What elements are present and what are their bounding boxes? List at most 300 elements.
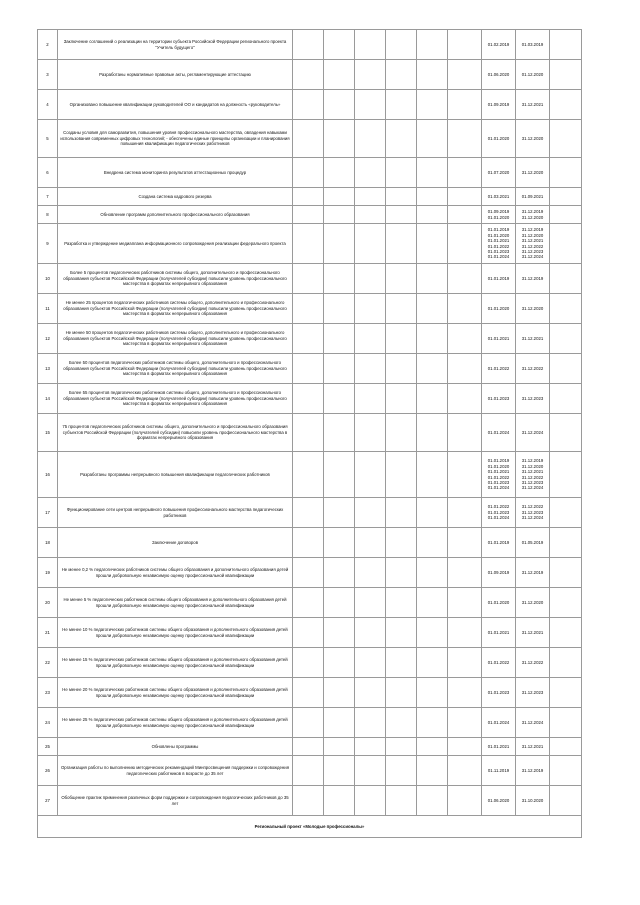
table-row <box>38 354 582 384</box>
table-row <box>38 756 582 786</box>
end-date-cell: 31.12.2020 <box>516 588 550 618</box>
empty-cell <box>417 558 448 588</box>
start-date-cell: 01.02.2019 <box>482 30 516 60</box>
row-number-cell: 17 <box>38 498 58 528</box>
start-date-cell: 01.01.2021 <box>482 618 516 648</box>
row-number-cell: 2 <box>38 30 58 60</box>
end-date-cell: 31.12.2023 <box>516 678 550 708</box>
empty-cell <box>550 738 582 756</box>
empty-cell <box>550 528 582 558</box>
start-date-cell: 01.01.2020 <box>482 120 516 158</box>
empty-cell <box>293 528 324 558</box>
start-date-cell: 01.01.2022 01.01.2023 01.01.2024 <box>482 498 516 528</box>
start-date-cell: 01.01.2020 <box>482 294 516 324</box>
start-date-cell: 01.01.2021 <box>482 738 516 756</box>
empty-cell <box>293 120 324 158</box>
empty-cell <box>448 324 482 354</box>
end-date-cell: 31.12.2019 <box>516 558 550 588</box>
empty-cell <box>324 558 355 588</box>
row-number-cell: 26 <box>38 756 58 786</box>
empty-cell <box>550 264 582 294</box>
end-date-cell: 31.12.2022 <box>516 648 550 678</box>
empty-cell <box>324 354 355 384</box>
empty-cell <box>448 528 482 558</box>
project-schedule-table <box>37 29 582 838</box>
empty-cell <box>448 90 482 120</box>
row-number-cell: 15 <box>38 414 58 452</box>
empty-cell <box>417 528 448 558</box>
table-row <box>38 528 582 558</box>
row-description-cell: Разработка и утверждение медиаплана информационного сопровождения реализации федерального проекта <box>58 224 293 264</box>
row-description-cell: Не менее 50 процентов педагогических работников системы общего, дополнительного и профессионального образования субъектов Российской Федерации (получателей субсидии) повысили уровень профессионального мастерства в форматах непрерывного образования <box>58 324 293 354</box>
row-number-cell: 10 <box>38 264 58 294</box>
start-date-cell: 01.01.2023 <box>482 384 516 414</box>
empty-cell <box>448 588 482 618</box>
empty-cell <box>417 30 448 60</box>
row-number-cell: 24 <box>38 708 58 738</box>
empty-cell <box>355 678 386 708</box>
empty-cell <box>550 224 582 264</box>
table-body <box>38 30 582 838</box>
empty-cell <box>550 30 582 60</box>
row-description-cell: Заключение договоров <box>58 528 293 558</box>
empty-cell <box>324 206 355 224</box>
empty-cell <box>448 648 482 678</box>
empty-cell <box>386 324 417 354</box>
empty-cell <box>550 618 582 648</box>
empty-cell <box>448 414 482 452</box>
end-date-cell: 01.12.2020 <box>516 60 550 90</box>
table-row <box>38 90 582 120</box>
end-date-cell: 31.12.2019 31.12.2020 31.12.2021 31.12.2022 31.12.2023 31.12.2024 <box>516 224 550 264</box>
empty-cell <box>448 206 482 224</box>
empty-cell <box>293 188 324 206</box>
empty-cell <box>386 756 417 786</box>
row-description-cell: Не менее 25 процентов педагогических работников системы общего, дополнительного и профессионального образования субъектов Российской Федерации (получателей субсидии) повысили уровень профессионального мастерства в форматах непрерывного образования <box>58 294 293 324</box>
empty-cell <box>293 264 324 294</box>
empty-cell <box>417 90 448 120</box>
end-date-cell: 01.05.2019 <box>516 528 550 558</box>
empty-cell <box>448 678 482 708</box>
empty-cell <box>417 354 448 384</box>
row-description-cell: Разработаны нормативные правовые акты, регламентирующие аттестацию <box>58 60 293 90</box>
table-row <box>38 60 582 90</box>
empty-cell <box>355 354 386 384</box>
empty-cell <box>324 158 355 188</box>
end-date-cell: 31.12.2019 <box>516 756 550 786</box>
row-description-cell: Не менее 20 % педагогических работников системы общего образования и дополнительного образования детей прошли добровольную независимую оценку профессиональной квалификации <box>58 678 293 708</box>
empty-cell <box>324 294 355 324</box>
empty-cell <box>355 224 386 264</box>
empty-cell <box>550 384 582 414</box>
row-description-cell: Организовано повышение квалификации руководителей ОО и кандидатов на должность «руководитель» <box>58 90 293 120</box>
end-date-cell: 01.03.2019 <box>516 30 550 60</box>
empty-cell <box>355 708 386 738</box>
empty-cell <box>448 30 482 60</box>
empty-cell <box>293 618 324 648</box>
end-date-cell: 31.12.2021 <box>516 324 550 354</box>
row-description-cell: Разработаны программы непрерывного повышения квалификации педагогических работников <box>58 452 293 498</box>
empty-cell <box>324 786 355 816</box>
empty-cell <box>355 414 386 452</box>
empty-cell <box>448 158 482 188</box>
table-row <box>38 120 582 158</box>
empty-cell <box>386 618 417 648</box>
empty-cell <box>448 120 482 158</box>
empty-cell <box>417 738 448 756</box>
start-date-cell: 01.01.2022 <box>482 354 516 384</box>
empty-cell <box>355 528 386 558</box>
empty-cell <box>550 708 582 738</box>
empty-cell <box>324 648 355 678</box>
empty-cell <box>417 60 448 90</box>
table-row <box>38 414 582 452</box>
empty-cell <box>386 786 417 816</box>
empty-cell <box>293 206 324 224</box>
empty-cell <box>386 738 417 756</box>
start-date-cell: 01.03.2021 <box>482 188 516 206</box>
empty-cell <box>293 30 324 60</box>
empty-cell <box>417 206 448 224</box>
row-number-cell: 7 <box>38 188 58 206</box>
empty-cell <box>355 206 386 224</box>
empty-cell <box>417 384 448 414</box>
empty-cell <box>417 498 448 528</box>
empty-cell <box>355 558 386 588</box>
table-row <box>38 324 582 354</box>
empty-cell <box>448 786 482 816</box>
start-date-cell: 01.09.2019 <box>482 558 516 588</box>
empty-cell <box>293 588 324 618</box>
section-title-row <box>38 816 582 838</box>
table-row <box>38 558 582 588</box>
row-number-cell: 23 <box>38 678 58 708</box>
row-number-cell: 13 <box>38 354 58 384</box>
empty-cell <box>293 90 324 120</box>
table-row <box>38 618 582 648</box>
end-date-cell: 31.12.2019 31.12.2020 <box>516 206 550 224</box>
empty-cell <box>355 90 386 120</box>
table-row <box>38 30 582 60</box>
table-row <box>38 786 582 816</box>
empty-cell <box>550 678 582 708</box>
end-date-cell: 31.12.2021 <box>516 90 550 120</box>
empty-cell <box>293 558 324 588</box>
empty-cell <box>417 120 448 158</box>
row-description-cell: 75 процентов педагогических работников системы общего, дополнительного и профессионального образования субъектов Российской Федерации (получателей субсидии) повысили уровень профессионального мастерства в форматах непрерывного образования <box>58 414 293 452</box>
start-date-cell: 01.01.2024 <box>482 414 516 452</box>
empty-cell <box>355 588 386 618</box>
empty-cell <box>355 120 386 158</box>
row-description-cell: Обновление программ дополнительного профессионального образования <box>58 206 293 224</box>
empty-cell <box>417 708 448 738</box>
empty-cell <box>355 498 386 528</box>
empty-cell <box>386 294 417 324</box>
empty-cell <box>293 756 324 786</box>
row-description-cell: Более 5 процентов педагогических работников системы общего, дополнительного и профессионального образования субъектов Российской Федерации (получателей субсидии) повысили уровень профессионального мастерства в форматах непрерывного образования <box>58 264 293 294</box>
empty-cell <box>386 264 417 294</box>
table-row <box>38 224 582 264</box>
empty-cell <box>550 588 582 618</box>
empty-cell <box>355 738 386 756</box>
empty-cell <box>355 264 386 294</box>
empty-cell <box>448 452 482 498</box>
empty-cell <box>550 558 582 588</box>
table-row <box>38 188 582 206</box>
start-date-cell: 01.06.2020 <box>482 786 516 816</box>
empty-cell <box>293 452 324 498</box>
empty-cell <box>355 324 386 354</box>
empty-cell <box>355 60 386 90</box>
empty-cell <box>355 452 386 498</box>
row-number-cell: 20 <box>38 588 58 618</box>
end-date-cell: 31.12.2020 <box>516 294 550 324</box>
empty-cell <box>550 648 582 678</box>
empty-cell <box>293 498 324 528</box>
empty-cell <box>550 786 582 816</box>
empty-cell <box>324 224 355 264</box>
empty-cell <box>417 264 448 294</box>
empty-cell <box>386 558 417 588</box>
start-date-cell: 01.09.2019 01.01.2020 <box>482 206 516 224</box>
empty-cell <box>550 354 582 384</box>
table-row <box>38 452 582 498</box>
table-row <box>38 738 582 756</box>
empty-cell <box>355 618 386 648</box>
end-date-cell: 31.12.2023 <box>516 384 550 414</box>
empty-cell <box>448 224 482 264</box>
empty-cell <box>293 354 324 384</box>
row-number-cell: 19 <box>38 558 58 588</box>
empty-cell <box>293 158 324 188</box>
empty-cell <box>550 756 582 786</box>
empty-cell <box>550 206 582 224</box>
row-description-cell: Не менее 10 % педагогических работников системы общего образования и дополнительного образования детей прошли добровольную независимую оценку профессиональной квалификации <box>58 618 293 648</box>
row-number-cell: 14 <box>38 384 58 414</box>
empty-cell <box>448 498 482 528</box>
table-row <box>38 264 582 294</box>
row-number-cell: 21 <box>38 618 58 648</box>
empty-cell <box>448 294 482 324</box>
empty-cell <box>293 648 324 678</box>
table-row <box>38 648 582 678</box>
empty-cell <box>550 414 582 452</box>
empty-cell <box>417 324 448 354</box>
empty-cell <box>448 738 482 756</box>
empty-cell <box>386 708 417 738</box>
end-date-cell: 31.12.2022 <box>516 354 550 384</box>
empty-cell <box>293 708 324 738</box>
empty-cell <box>386 224 417 264</box>
empty-cell <box>324 120 355 158</box>
empty-cell <box>355 648 386 678</box>
row-description-cell: Обобщение практик применения различных форм поддержки и сопровождения педагогических работников до 35 лет <box>58 786 293 816</box>
empty-cell <box>550 498 582 528</box>
empty-cell <box>324 498 355 528</box>
empty-cell <box>417 188 448 206</box>
table-row <box>38 708 582 738</box>
empty-cell <box>386 414 417 452</box>
empty-cell <box>386 528 417 558</box>
empty-cell <box>448 188 482 206</box>
empty-cell <box>550 158 582 188</box>
start-date-cell: 01.01.2023 <box>482 678 516 708</box>
empty-cell <box>293 294 324 324</box>
start-date-cell: 01.01.2024 <box>482 708 516 738</box>
empty-cell <box>293 224 324 264</box>
row-description-cell: Не менее 15 % педагогических работников системы общего образования и дополнительного образования детей прошли добровольную независимую оценку профессиональной квалификации <box>58 648 293 678</box>
empty-cell <box>386 452 417 498</box>
row-number-cell: 16 <box>38 452 58 498</box>
empty-cell <box>293 738 324 756</box>
row-number-cell: 11 <box>38 294 58 324</box>
row-description-cell: Не менее 25 % педагогических работников системы общего образования и дополнительного образования детей прошли добровольную независимую оценку профессиональной квалификации <box>58 708 293 738</box>
empty-cell <box>417 224 448 264</box>
empty-cell <box>386 206 417 224</box>
empty-cell <box>355 294 386 324</box>
empty-cell <box>355 158 386 188</box>
empty-cell <box>324 384 355 414</box>
empty-cell <box>417 648 448 678</box>
empty-cell <box>386 120 417 158</box>
row-description-cell: Внедрена система мониторинга результатов аттестационных процедур <box>58 158 293 188</box>
table-row <box>38 158 582 188</box>
empty-cell <box>386 384 417 414</box>
end-date-cell: 31.12.2020 <box>516 158 550 188</box>
empty-cell <box>448 558 482 588</box>
row-description-cell: Создана система кадрового резерва <box>58 188 293 206</box>
empty-cell <box>448 756 482 786</box>
end-date-cell: 31.12.2019 <box>516 264 550 294</box>
empty-cell <box>386 158 417 188</box>
empty-cell <box>417 414 448 452</box>
row-description-cell: Более 50 процентов педагогических работников системы общего, дополнительного и профессионального образования субъектов Российской Федерации (получателей субсидии) повысили уровень профессионального мастерства в форматах непрерывного образования <box>58 354 293 384</box>
row-description-cell: Обновлены программы <box>58 738 293 756</box>
empty-cell <box>324 264 355 294</box>
end-date-cell: 01.09.2021 <box>516 188 550 206</box>
empty-cell <box>324 756 355 786</box>
empty-cell <box>386 678 417 708</box>
start-date-cell: 01.01.2021 <box>482 324 516 354</box>
row-number-cell: 12 <box>38 324 58 354</box>
empty-cell <box>448 618 482 648</box>
row-description-cell: Заключение соглашений о реализации на территории субъекта Российской Федерации регионального проекта "Учитель будущего" <box>58 30 293 60</box>
end-date-cell: 31.12.2020 <box>516 120 550 158</box>
empty-cell <box>417 588 448 618</box>
empty-cell <box>355 30 386 60</box>
empty-cell <box>324 528 355 558</box>
empty-cell <box>293 384 324 414</box>
empty-cell <box>324 678 355 708</box>
empty-cell <box>355 188 386 206</box>
row-number-cell: 8 <box>38 206 58 224</box>
empty-cell <box>293 324 324 354</box>
empty-cell <box>324 588 355 618</box>
row-description-cell: Созданы условия для саморазвития, повышения уровня профессионального мастерства, овладения навыками использования современных цифровых технологий; - обеспечены единые принципы организации и планирования повышения квалификации педагогических работников <box>58 120 293 158</box>
table-row <box>38 498 582 528</box>
row-description-cell: Функционирование сети центров непрерывного повышения профессионального мастерства педагогических работников <box>58 498 293 528</box>
row-number-cell: 3 <box>38 60 58 90</box>
row-number-cell: 6 <box>38 158 58 188</box>
empty-cell <box>386 354 417 384</box>
start-date-cell: 01.01.2019 01.01.2020 01.01.2021 01.01.2022 01.01.2023 01.01.2024 <box>482 224 516 264</box>
empty-cell <box>355 786 386 816</box>
row-number-cell: 27 <box>38 786 58 816</box>
end-date-cell: 31.10.2020 <box>516 786 550 816</box>
empty-cell <box>448 354 482 384</box>
empty-cell <box>324 60 355 90</box>
empty-cell <box>417 786 448 816</box>
empty-cell <box>550 90 582 120</box>
start-date-cell: 01.11.2019 <box>482 756 516 786</box>
empty-cell <box>324 452 355 498</box>
empty-cell <box>550 60 582 90</box>
empty-cell <box>417 618 448 648</box>
empty-cell <box>417 756 448 786</box>
empty-cell <box>386 30 417 60</box>
empty-cell <box>324 738 355 756</box>
row-number-cell: 5 <box>38 120 58 158</box>
row-number-cell: 4 <box>38 90 58 120</box>
row-number-cell: 18 <box>38 528 58 558</box>
empty-cell <box>324 188 355 206</box>
empty-cell <box>550 120 582 158</box>
end-date-cell: 31.12.2021 <box>516 618 550 648</box>
empty-cell <box>417 158 448 188</box>
empty-cell <box>293 414 324 452</box>
empty-cell <box>386 648 417 678</box>
empty-cell <box>550 294 582 324</box>
row-number-cell: 25 <box>38 738 58 756</box>
end-date-cell: 31.12.2024 <box>516 414 550 452</box>
empty-cell <box>293 786 324 816</box>
start-date-cell: 01.01.2020 <box>482 588 516 618</box>
start-date-cell: 01.06.2020 <box>482 60 516 90</box>
start-date-cell: 01.09.2019 <box>482 90 516 120</box>
empty-cell <box>324 618 355 648</box>
row-description-cell: Не менее 0,2 % педагогических работников системы общего образования и дополнительного образования детей прошли добровольную независимую оценку профессиональной квалификации <box>58 558 293 588</box>
empty-cell <box>324 708 355 738</box>
empty-cell <box>386 188 417 206</box>
table-row <box>38 206 582 224</box>
table-row <box>38 384 582 414</box>
empty-cell <box>293 678 324 708</box>
empty-cell <box>550 188 582 206</box>
empty-cell <box>386 498 417 528</box>
empty-cell <box>324 90 355 120</box>
empty-cell <box>386 60 417 90</box>
end-date-cell: 31.12.2024 <box>516 708 550 738</box>
empty-cell <box>417 678 448 708</box>
row-description-cell: Организация работы по выполнению методических рекомендаций Минпросвещения поддержки и сопровождения педагогических работников в возрасте до 35 лет <box>58 756 293 786</box>
empty-cell <box>550 452 582 498</box>
empty-cell <box>448 708 482 738</box>
empty-cell <box>550 324 582 354</box>
empty-cell <box>448 60 482 90</box>
row-number-cell: 9 <box>38 224 58 264</box>
empty-cell <box>324 414 355 452</box>
table-row <box>38 588 582 618</box>
empty-cell <box>355 384 386 414</box>
start-date-cell: 01.01.2019 01.01.2020 01.01.2021 01.01.2022 01.01.2023 01.01.2024 <box>482 452 516 498</box>
section-title: Региональный проект «Молодые профессионалы» <box>38 816 582 838</box>
empty-cell <box>386 588 417 618</box>
empty-cell <box>417 294 448 324</box>
end-date-cell: 31.12.2019 31.12.2020 31.12.2021 31.12.2022 31.12.2023 31.12.2024 <box>516 452 550 498</box>
row-description-cell: Более 55 процентов педагогических работников системы общего, дополнительного и профессионального образования субъектов Российской Федерации (получателей субсидии) повысили уровень профессионального мастерства в форматах непрерывного образования <box>58 384 293 414</box>
row-number-cell: 22 <box>38 648 58 678</box>
table-row <box>38 678 582 708</box>
